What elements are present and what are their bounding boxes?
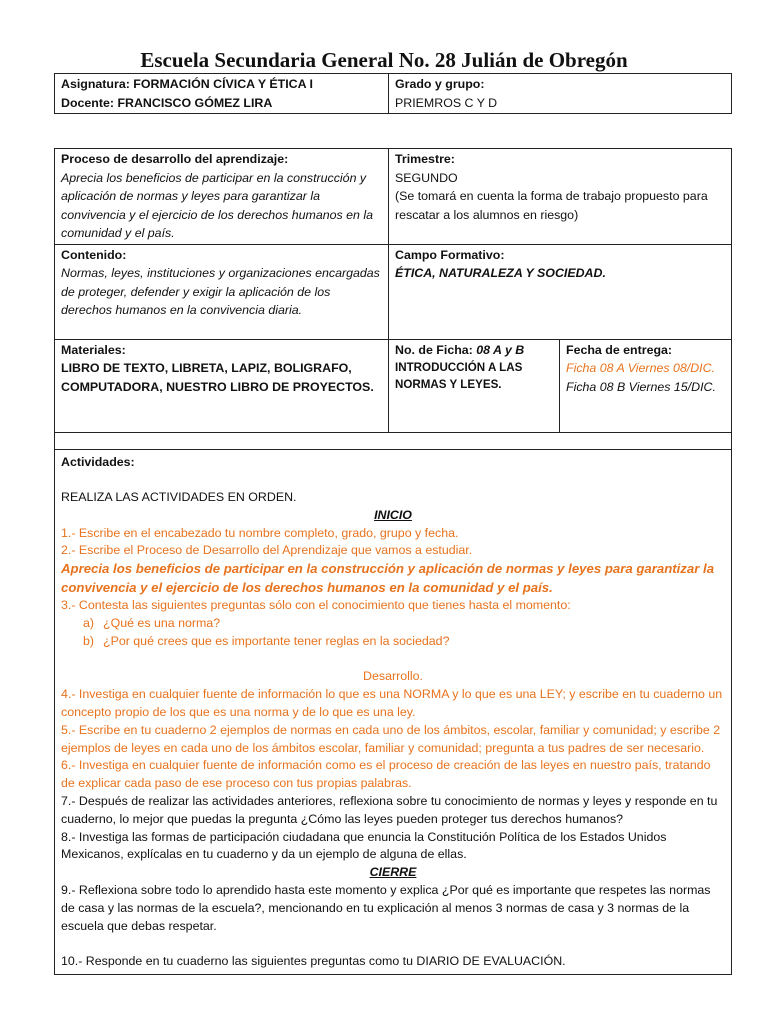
- activity-3a-text: ¿Qué es una norma?: [103, 616, 221, 631]
- activity-5: 5.- Escribe en tu cuaderno 2 ejemplos de normas en cada uno de los ámbitos, escolar, familiar y comunidad; y escribe 2 ejemplos de leyes en cada uno de los ámbitos escolar, familiar y comunidad; pregunta a tus padres de ser necesario.: [61, 722, 721, 755]
- activity-3b-letter: b): [83, 633, 95, 648]
- delivery-cell: [560, 339, 732, 432]
- field-cell: [389, 244, 732, 339]
- activity-9: 9.- Reflexiona sobre todo lo aprendido hasta este momento y explica ¿Por qué es importante que respetes las normas de casa y las normas de la escuela?, mencionando en tu explicación al menos 3 normas de casa y 3 normas de la escuela que debas respetar.: [61, 883, 711, 933]
- field-value: ÉTICA, NATURALEZA Y SOCIEDAD.: [395, 266, 606, 280]
- trimester-note: (Se tomará en cuenta la forma de trabajo propuesto para rescatar a los alumnos en riesgo): [395, 189, 708, 222]
- activity-6: 6.- Investiga en cualquier fuente de información como es el proceso de creación de las leyes en nuestro país, tratando de explicar cada paso de ese proceso con tus propias palabras.: [61, 758, 711, 791]
- activity-7: 7.- Después de realizar las actividades anteriores, reflexiona sobre tu conocimiento de normas y leyes y responde en tu cuaderno, lo mejor que puedas la pregunta ¿Cómo las leyes pueden proteger tus derechos humanos?: [61, 794, 718, 826]
- grade-cell: [389, 74, 732, 114]
- content-label: Contenido:: [61, 247, 127, 262]
- sheet-title: INTRODUCCIÓN A LAS NORMAS Y LEYES.: [395, 361, 523, 391]
- activities-cell: [55, 449, 732, 975]
- lesson-plan-table: [54, 148, 732, 975]
- inicio-heading: INICIO: [374, 507, 412, 522]
- materials-label: Materiales:: [61, 342, 126, 357]
- sheet-cell: [389, 339, 560, 432]
- content-text: Normas, leyes, instituciones y organizaciones encargadas de proteger, defender y exigir la aplicación de los derechos humanos en la convivencia diaria.: [61, 266, 380, 317]
- activity-10: 10.- Responde en tu cuaderno las siguientes preguntas como tu DIARIO DE EVALUACIÓN.: [61, 954, 566, 969]
- activity-3: 3.- Contesta las siguientes preguntas sólo con el conocimiento que tienes hasta el momento:: [61, 598, 571, 613]
- materials-cell: [55, 339, 389, 432]
- activities-intro: REALIZA LAS ACTIVIDADES EN ORDEN.: [61, 490, 297, 505]
- activity-3a: [61, 615, 725, 633]
- trimester-cell: [389, 149, 732, 245]
- desarrollo-heading: Desarrollo.: [363, 669, 423, 684]
- grade-label: Grado y grupo:: [395, 77, 485, 91]
- sheet-label: No. de Ficha:: [395, 342, 473, 357]
- activity-2-highlight: Aprecia los beneficios de participar en la construcción y aplicación de normas y leyes para garantizar la convivencia y el ejercicio de los derechos humanos en la comunidad y el país.: [61, 561, 715, 595]
- activity-3b-text: ¿Por qué crees que es importante tener reglas en la sociedad?: [103, 633, 450, 648]
- cierre-heading: CIERRE: [369, 865, 417, 880]
- activity-3a-letter: a): [83, 616, 95, 631]
- activity-1: 1.- Escribe en el encabezado tu nombre completo, grado, grupo y fecha.: [61, 525, 459, 540]
- trimester-value: SEGUNDO: [395, 170, 458, 185]
- delivery-label: Fecha de entrega:: [566, 342, 673, 357]
- process-label: Proceso de desarrollo del aprendizaje:: [61, 152, 289, 166]
- grade-value: PRIEMROS C Y D: [395, 95, 498, 110]
- process-text: Aprecia los beneficios de participar en la construcción y aplicación de normas y leyes para garantizar la convivencia y el ejercicio de los derechos humanos en la comunidad y el país.: [61, 170, 374, 240]
- delivery-b: Ficha 08 B Viernes 15/DIC.: [566, 379, 716, 394]
- subject-teacher-cell: [55, 74, 389, 114]
- activity-4: 4.- Investiga en cualquier fuente de información lo que es una NORMA y lo que es una LEY; y escribe en tu cuaderno un concepto propio de los que es una norma y de lo que es una ley.: [61, 687, 723, 720]
- activity-8: 8.- Investiga las formas de participación ciudadana que enuncia la Constitución Política de los Estados Unidos Mexicanos, explícalas en tu cuaderno y da un ejemplo de alguna de ellas.: [61, 829, 667, 862]
- content-cell: [55, 244, 389, 339]
- process-cell: [55, 149, 389, 245]
- activities-label: Actividades:: [61, 454, 135, 469]
- blank-row: [55, 432, 732, 449]
- school-title: Escuela Secundaria General No. 28 Julián de Obregón: [140, 48, 628, 72]
- subject-text: Asignatura: FORMACIÓN CÍVICA Y ÉTICA I: [61, 77, 313, 91]
- trimester-label: Trimestre:: [395, 152, 455, 166]
- materials-text: LIBRO DE TEXTO, LIBRETA, LAPIZ, BOLIGRAFO, COMPUTADORA, NUESTRO LIBRO DE PROYECTOS.: [61, 361, 374, 394]
- teacher-text: Docente: FRANCISCO GÓMEZ LIRA: [61, 95, 273, 110]
- sheet-value: 08 A y B: [476, 342, 525, 357]
- activity-3b: [61, 633, 725, 651]
- field-label: Campo Formativo:: [395, 247, 505, 262]
- activity-2: 2.- Escribe el Proceso de Desarrollo del Aprendizaje que vamos a estudiar.: [61, 543, 473, 558]
- delivery-a: Ficha 08 A Viernes 08/DIC.: [566, 361, 715, 375]
- header-info-table: [54, 73, 732, 114]
- sheet-heading: [395, 341, 553, 360]
